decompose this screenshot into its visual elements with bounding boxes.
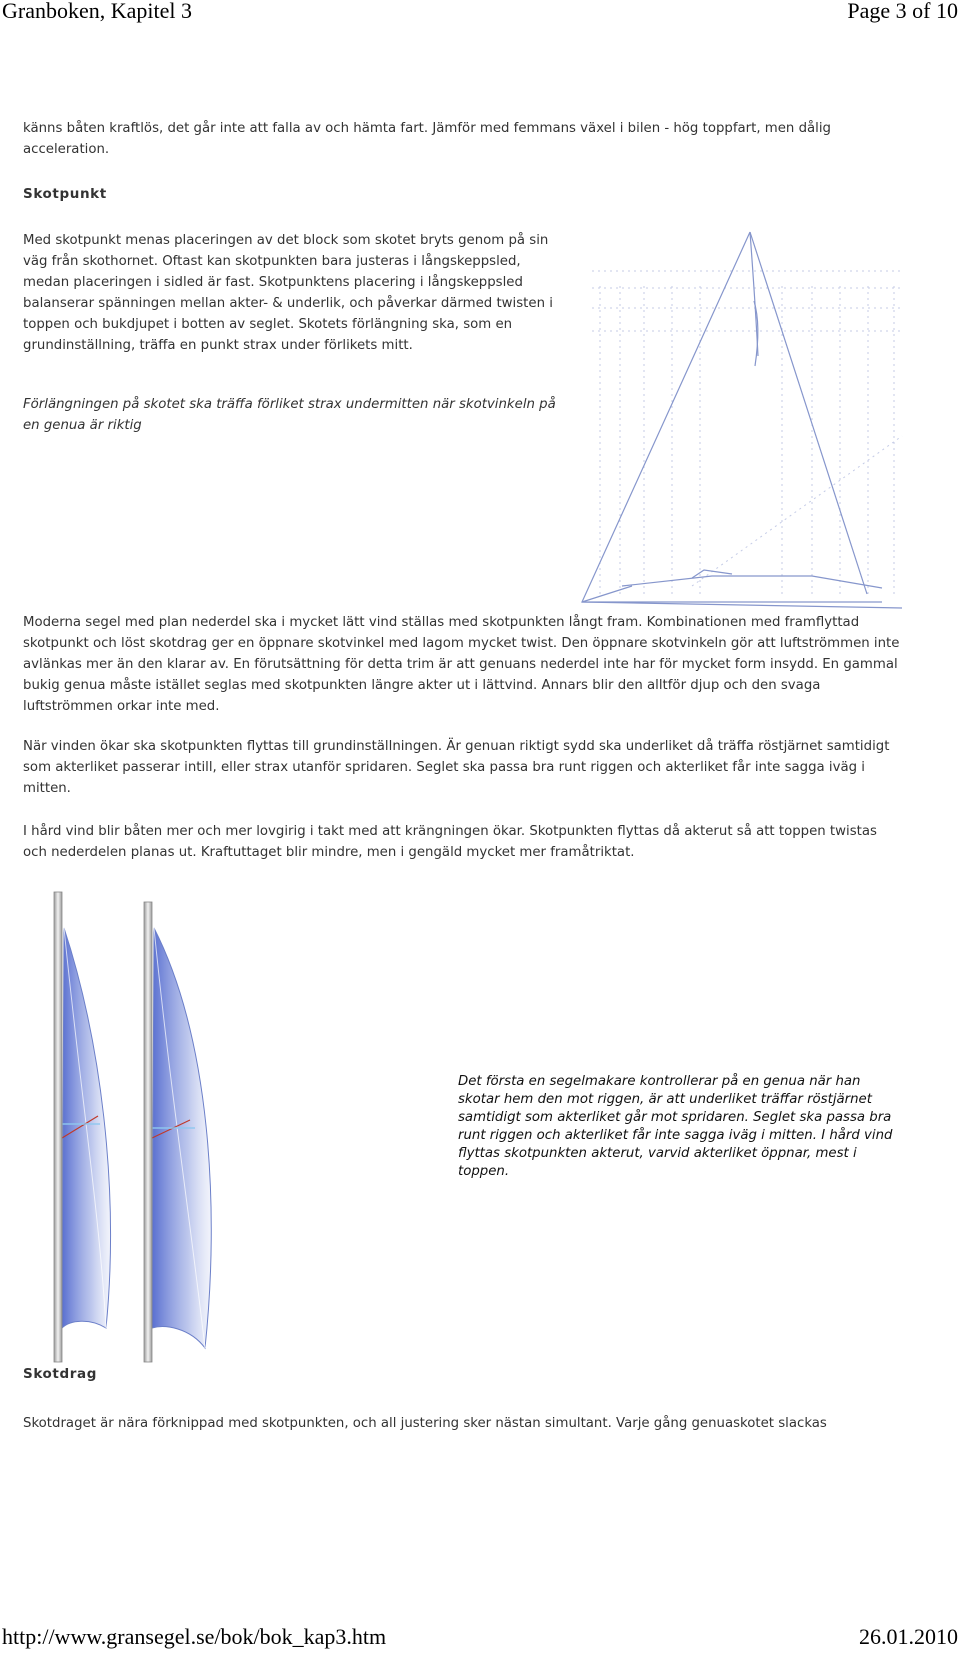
header-page-number: Page 3 of 10	[847, 0, 958, 23]
caption-sheet-angle: Förlängningen på skotet ska träffa förliket strax undermitten när skotvinkeln på en genua är riktig	[23, 397, 556, 433]
mast-sails-illustration	[40, 888, 230, 1368]
paragraph-strong-wind: I hård vind blir båten mer och mer lovgirig i takt med att krängningen ökar. Skotpunkten flyttas då akterut så att toppen twistas och nederdelen planas ut. Kraftuttaget blir mindre, men i gengäld mycket mer framåtriktat.	[23, 824, 877, 860]
heading-skotpunkt: Skotpunkt	[23, 186, 107, 202]
header-title: Granboken, Kapitel 3	[2, 0, 192, 23]
paragraph-skotdrag: Skotdraget är nära förknippad med skotpunkten, och all justering sker nästan simultant. Varje gång genuaskotet slackas	[23, 1416, 827, 1431]
paragraph-intro: känns båten kraftlös, det går inte att falla av och hämta fart. Jämför med femmans växel i bilen - hög toppfart, men dålig acceleration.	[23, 121, 831, 157]
caption-sailmaker-check: Det första en segelmakare kontrollerar på en genua när han skotar hem den mot riggen, är att underliket träffar röstjärnet samtidigt som akterliket går mot spridaren. Seglet ska passa bra runt riggen och akterliket får inte sagga iväg i mitten. I hård vind flyttas skotpunkten akterut, varvid akterliket öppnar, mest i toppen.	[458, 1074, 893, 1179]
paragraph-skotpunkt: Med skotpunkt menas placeringen av det block som skotet bryts genom på sin väg från skothornet. Oftast kan skotpunkten bara justeras i långskeppsled, medan placeringen i sidled är fast. Skotpunktens placering i långskeppsled balanserar spänningen mellan akter- & underlik, och påverkar därmed twisten i toppen och bukdjupet i botten av seglet. Skotets förlängning ska, som en grundinställning, träffa en punkt strax under förlikets mitt.	[23, 233, 553, 353]
paragraph-light-wind: Moderna segel med plan nederdel ska i mycket lätt vind ställas med skotpunkten långt fram. Kombinationen med framflyttad skotpunkt och löst skotdrag ger en öppnare skotvinkel med lagom mycket twist. Den öppnare skotvinkeln gör att luftströmmen inte avlänkas mer än den klarar av. En förutsättning för detta trim är att genuans nederdel inte har för mycket form insydd. En gammal bukig genua måste istället seglas med skotpunkten längre akter ut i lättvind. Annars blir den alltför djup och den svaga luftströmmen orkar inte med.	[23, 615, 900, 714]
genoa-sail-diagram	[572, 226, 912, 616]
paragraph-medium-wind: När vinden ökar ska skotpunkten flyttas till grundinställningen. Är genuan riktigt sydd ska underliket då träffa röstjärnet samtidigt som akterliket passerar intill, eller strax utanför spridaren. Seglet ska passa bra runt riggen och akterliket får inte sagga iväg i mitten.	[23, 739, 890, 796]
page-footer	[0, 1624, 960, 1654]
footer-date: 26.01.2010	[859, 1624, 958, 1649]
page-header	[0, 0, 960, 26]
heading-skotdrag: Skotdrag	[23, 1366, 97, 1382]
footer-url: http://www.gransegel.se/bok/bok_kap3.htm	[2, 1624, 387, 1649]
